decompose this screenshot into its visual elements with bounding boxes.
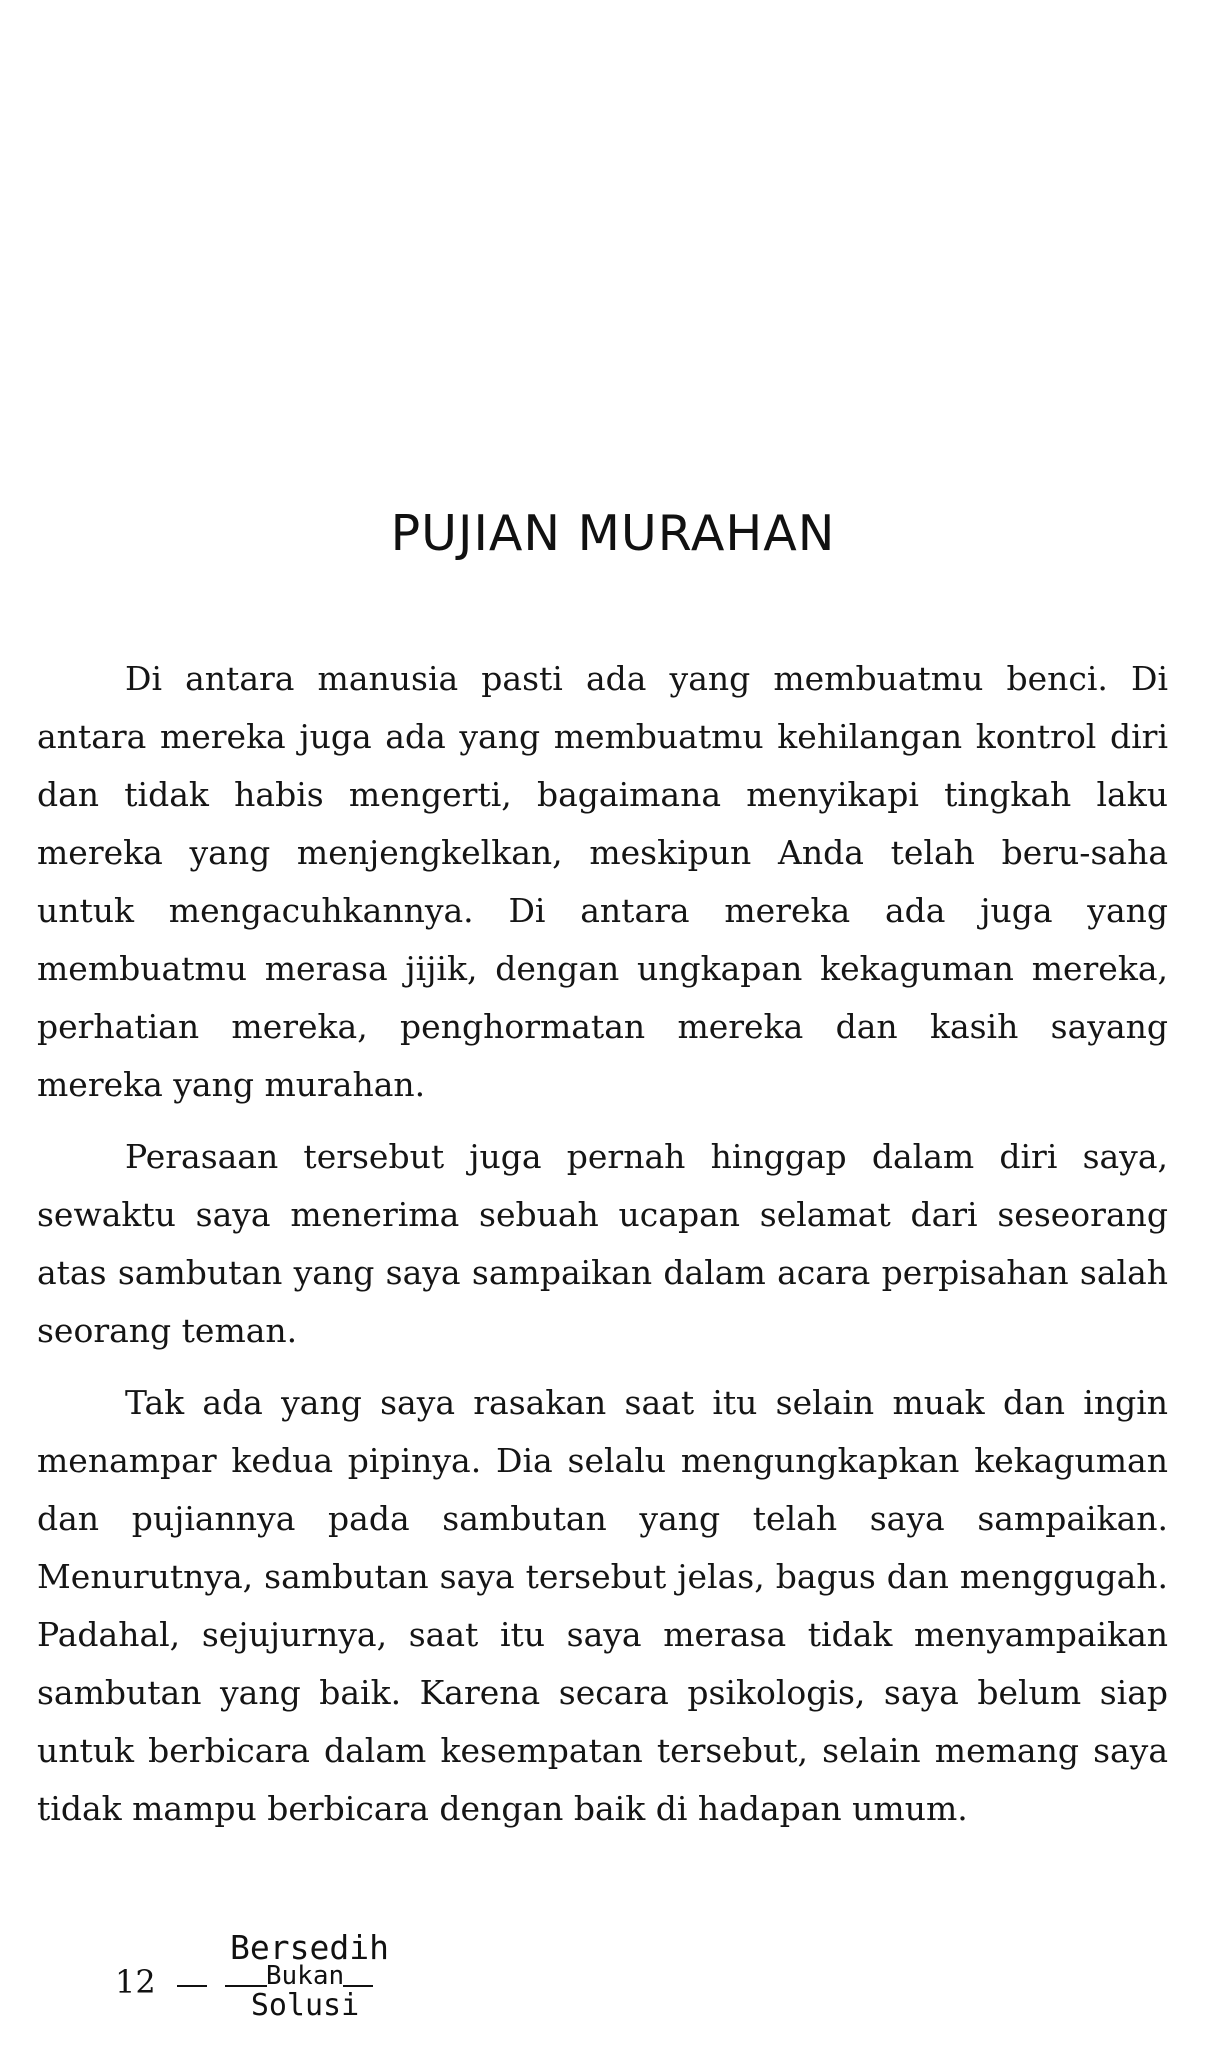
- paragraph-3: Tak ada yang saya rasakan saat itu selain muak dan ingin menampar kedua pipinya. Dia selalu mengungkapkan kekaguman dan pujiannya pada sambutan yang telah saya sampaikan. Menurutnya, sambutan saya tersebut jelas, bagus dan menggugah. Padahal, sejujurnya, saat itu saya merasa tidak menyampaikan sambutan yang baik. Karena secara psikologis, saya belum siap untuk berbicara dalam kesempatan tersebut, selain memang saya tidak mampu berbicara dengan baik di hadapan umum.: [37, 1383, 1168, 1828]
- book-title-line2: Bukan: [265, 1961, 345, 1991]
- body-text: [37, 650, 1168, 1852]
- book-title-line3: Solusi: [250, 1988, 360, 2023]
- book-title-line1: Bersedih: [230, 1928, 389, 1967]
- paragraph-2: Perasaan tersebut juga pernah hinggap dalam diri saya, sewaktu saya menerima sebuah ucapan selamat dari seseorang atas sambutan yang saya sampaikan dalam acara perpisahan salah seorang teman.: [37, 1137, 1168, 1350]
- page-footer: [115, 1928, 515, 2045]
- book-title-logo: [230, 1928, 389, 2023]
- footer-dash: [177, 1985, 207, 1987]
- chapter-title: PUJIAN MURAHAN: [390, 505, 836, 562]
- page-number: 12: [115, 1963, 156, 2001]
- paragraph-1: Di antara manusia pasti ada yang membuatmu benci. Di antara mereka juga ada yang membuatmu kehilangan kontrol diri dan tidak habis mengerti, bagaimana menyikapi tingkah laku mereka yang menjengkelkan, meskipun Anda telah beru-saha untuk mengacuhkannya. Di antara mereka ada juga yang membuatmu merasa jijik, dengan ungkapan kekaguman mereka, perhatian mereka, penghormatan mereka dan kasih sayang mereka yang murahan.: [37, 659, 1168, 1104]
